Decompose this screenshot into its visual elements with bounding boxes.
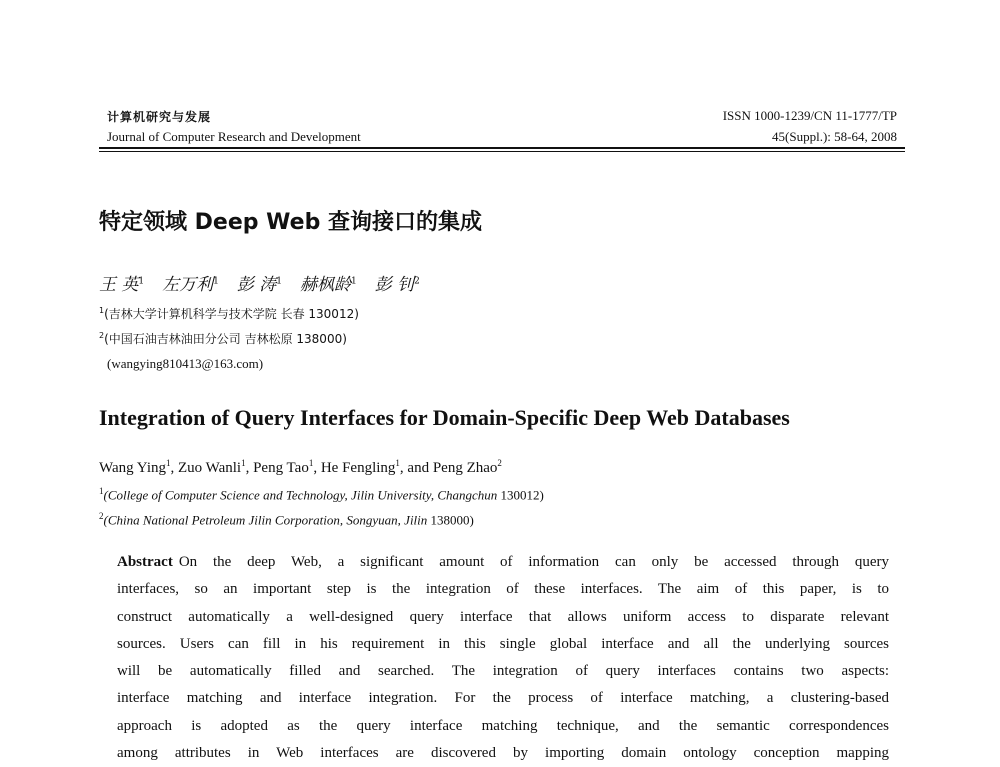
author-cn — [237, 275, 282, 295]
abstract-line-text: construct automatically a well-designed query interface that allows uniform access to disparate relevant — [117, 608, 889, 625]
abstract-line-text: among attributes in Web interfaces are discovered by importing domain ontology conception mapping — [117, 745, 889, 762]
author-cn-name: 王 英 — [99, 275, 139, 295]
author-list-en — [99, 458, 502, 477]
abstract — [117, 549, 889, 767]
journal-issn: ISSN 1000-1239/CN 11-1777/TP — [722, 108, 897, 123]
journal-volume: 45(Suppl.): 58-64, 2008 — [772, 129, 897, 144]
abstract-line-text: interface matching and interface integration. For the process of interface matching, a clustering-based — [117, 690, 889, 707]
abstract-line-text: sources. Users can fill in his requirement in this single global interface and all the underlying sources — [117, 635, 889, 652]
affiliation-en-2-postcode: 138000) — [427, 512, 474, 528]
affiliation-cn-2 — [99, 330, 347, 347]
affiliation-en-2-sup: 2 — [99, 511, 104, 521]
abstract-line-text: approach is adopted as the query interface matching technique, and the semantic correspondences — [117, 717, 889, 734]
paper-title-en: Integration of Query Interfaces for Domain-Specific Deep Web Databases — [99, 405, 790, 430]
author-cn-sup: 1 — [351, 276, 357, 287]
abstract-line — [117, 685, 889, 712]
abstract-label: Abstract — [117, 554, 173, 570]
author-en-sup: 1 — [395, 458, 400, 468]
author-cn-name: 彭 涛 — [236, 275, 277, 295]
abstract-line — [117, 604, 889, 631]
affiliation-en-1 — [99, 486, 544, 503]
author-en-sup: 1 — [241, 458, 246, 468]
author-cn-sup: 1 — [276, 276, 283, 287]
affiliation-cn-2-text: (中国石油吉林油田分公司 吉林松原 138000) — [104, 332, 347, 346]
author-en-name: Zuo Wanli — [177, 460, 242, 476]
affiliation-cn-1-sup: 1 — [99, 306, 105, 315]
header-rule-thick — [99, 147, 905, 149]
author-en-separator: , — [170, 460, 178, 476]
abstract-line — [117, 713, 889, 740]
author-en-separator: , and — [399, 460, 433, 476]
author-cn — [162, 275, 219, 295]
affiliation-en-1-text: (College of Computer Science and Technology, Jilin University, Changchun — [103, 487, 498, 503]
abstract-line — [117, 549, 889, 576]
journal-name-en: Journal of Computer Research and Development — [107, 129, 361, 144]
author-cn — [300, 275, 357, 295]
author-cn-sup: 1 — [213, 276, 219, 287]
author-cn-name: 彭 钊 — [374, 275, 415, 295]
paper-title-cn: 特定领域 Deep Web 查询接口的集成 — [99, 210, 482, 235]
abstract-line-text: On the deep Web, a significant amount of information can only be accessed through query — [178, 554, 889, 570]
abstract-line-text: will be automatically filled and searched. The integration of query interfaces contains two aspects: — [117, 663, 889, 680]
author-cn — [375, 275, 420, 295]
header-rule-thin — [99, 151, 905, 152]
author-en-separator: , — [313, 460, 321, 476]
affiliation-en-1-sup: 1 — [99, 486, 104, 496]
author-en-name: Peng Tao — [253, 460, 309, 476]
journal-name-cn: 计算机研究与发展 — [107, 110, 212, 124]
abstract-line — [117, 658, 889, 685]
author-en-sup: 1 — [308, 458, 314, 468]
author-cn — [99, 275, 144, 295]
author-en-sup: 1 — [165, 458, 171, 468]
abstract-line — [117, 576, 889, 603]
abstract-line — [117, 740, 889, 767]
affiliation-cn-1 — [99, 305, 359, 322]
affiliation-en-2 — [99, 511, 474, 528]
author-en-name: Peng Zhao — [432, 460, 498, 476]
affiliation-cn-1-text: (吉林大学计算机科学与技术学院 长春 130012) — [104, 307, 359, 321]
author-en-name: Wang Ying — [99, 460, 166, 476]
author-en-sup: 2 — [497, 458, 502, 468]
author-cn-name: 左万利 — [162, 275, 214, 295]
affiliation-cn-2-sup: 2 — [99, 331, 105, 340]
author-email: (wangying810413@163.com) — [107, 356, 264, 371]
affiliation-en-2-text: (China National Petroleum Jilin Corporation, Songyuan, Jilin — [103, 512, 428, 528]
affiliation-en-1-postcode: 130012) — [497, 487, 544, 503]
author-en-name: He Fengling — [320, 460, 396, 476]
author-cn-sup: 1 — [138, 276, 145, 287]
abstract-line — [117, 631, 889, 658]
author-cn-name: 赫枫龄 — [300, 275, 352, 295]
author-list-cn — [99, 270, 438, 295]
abstract-line-text: interfaces, so an important step is the integration of these interfaces. The aim of this paper, is to — [117, 581, 889, 598]
author-cn-sup: 2 — [414, 276, 420, 287]
author-en-separator: , — [245, 460, 254, 476]
